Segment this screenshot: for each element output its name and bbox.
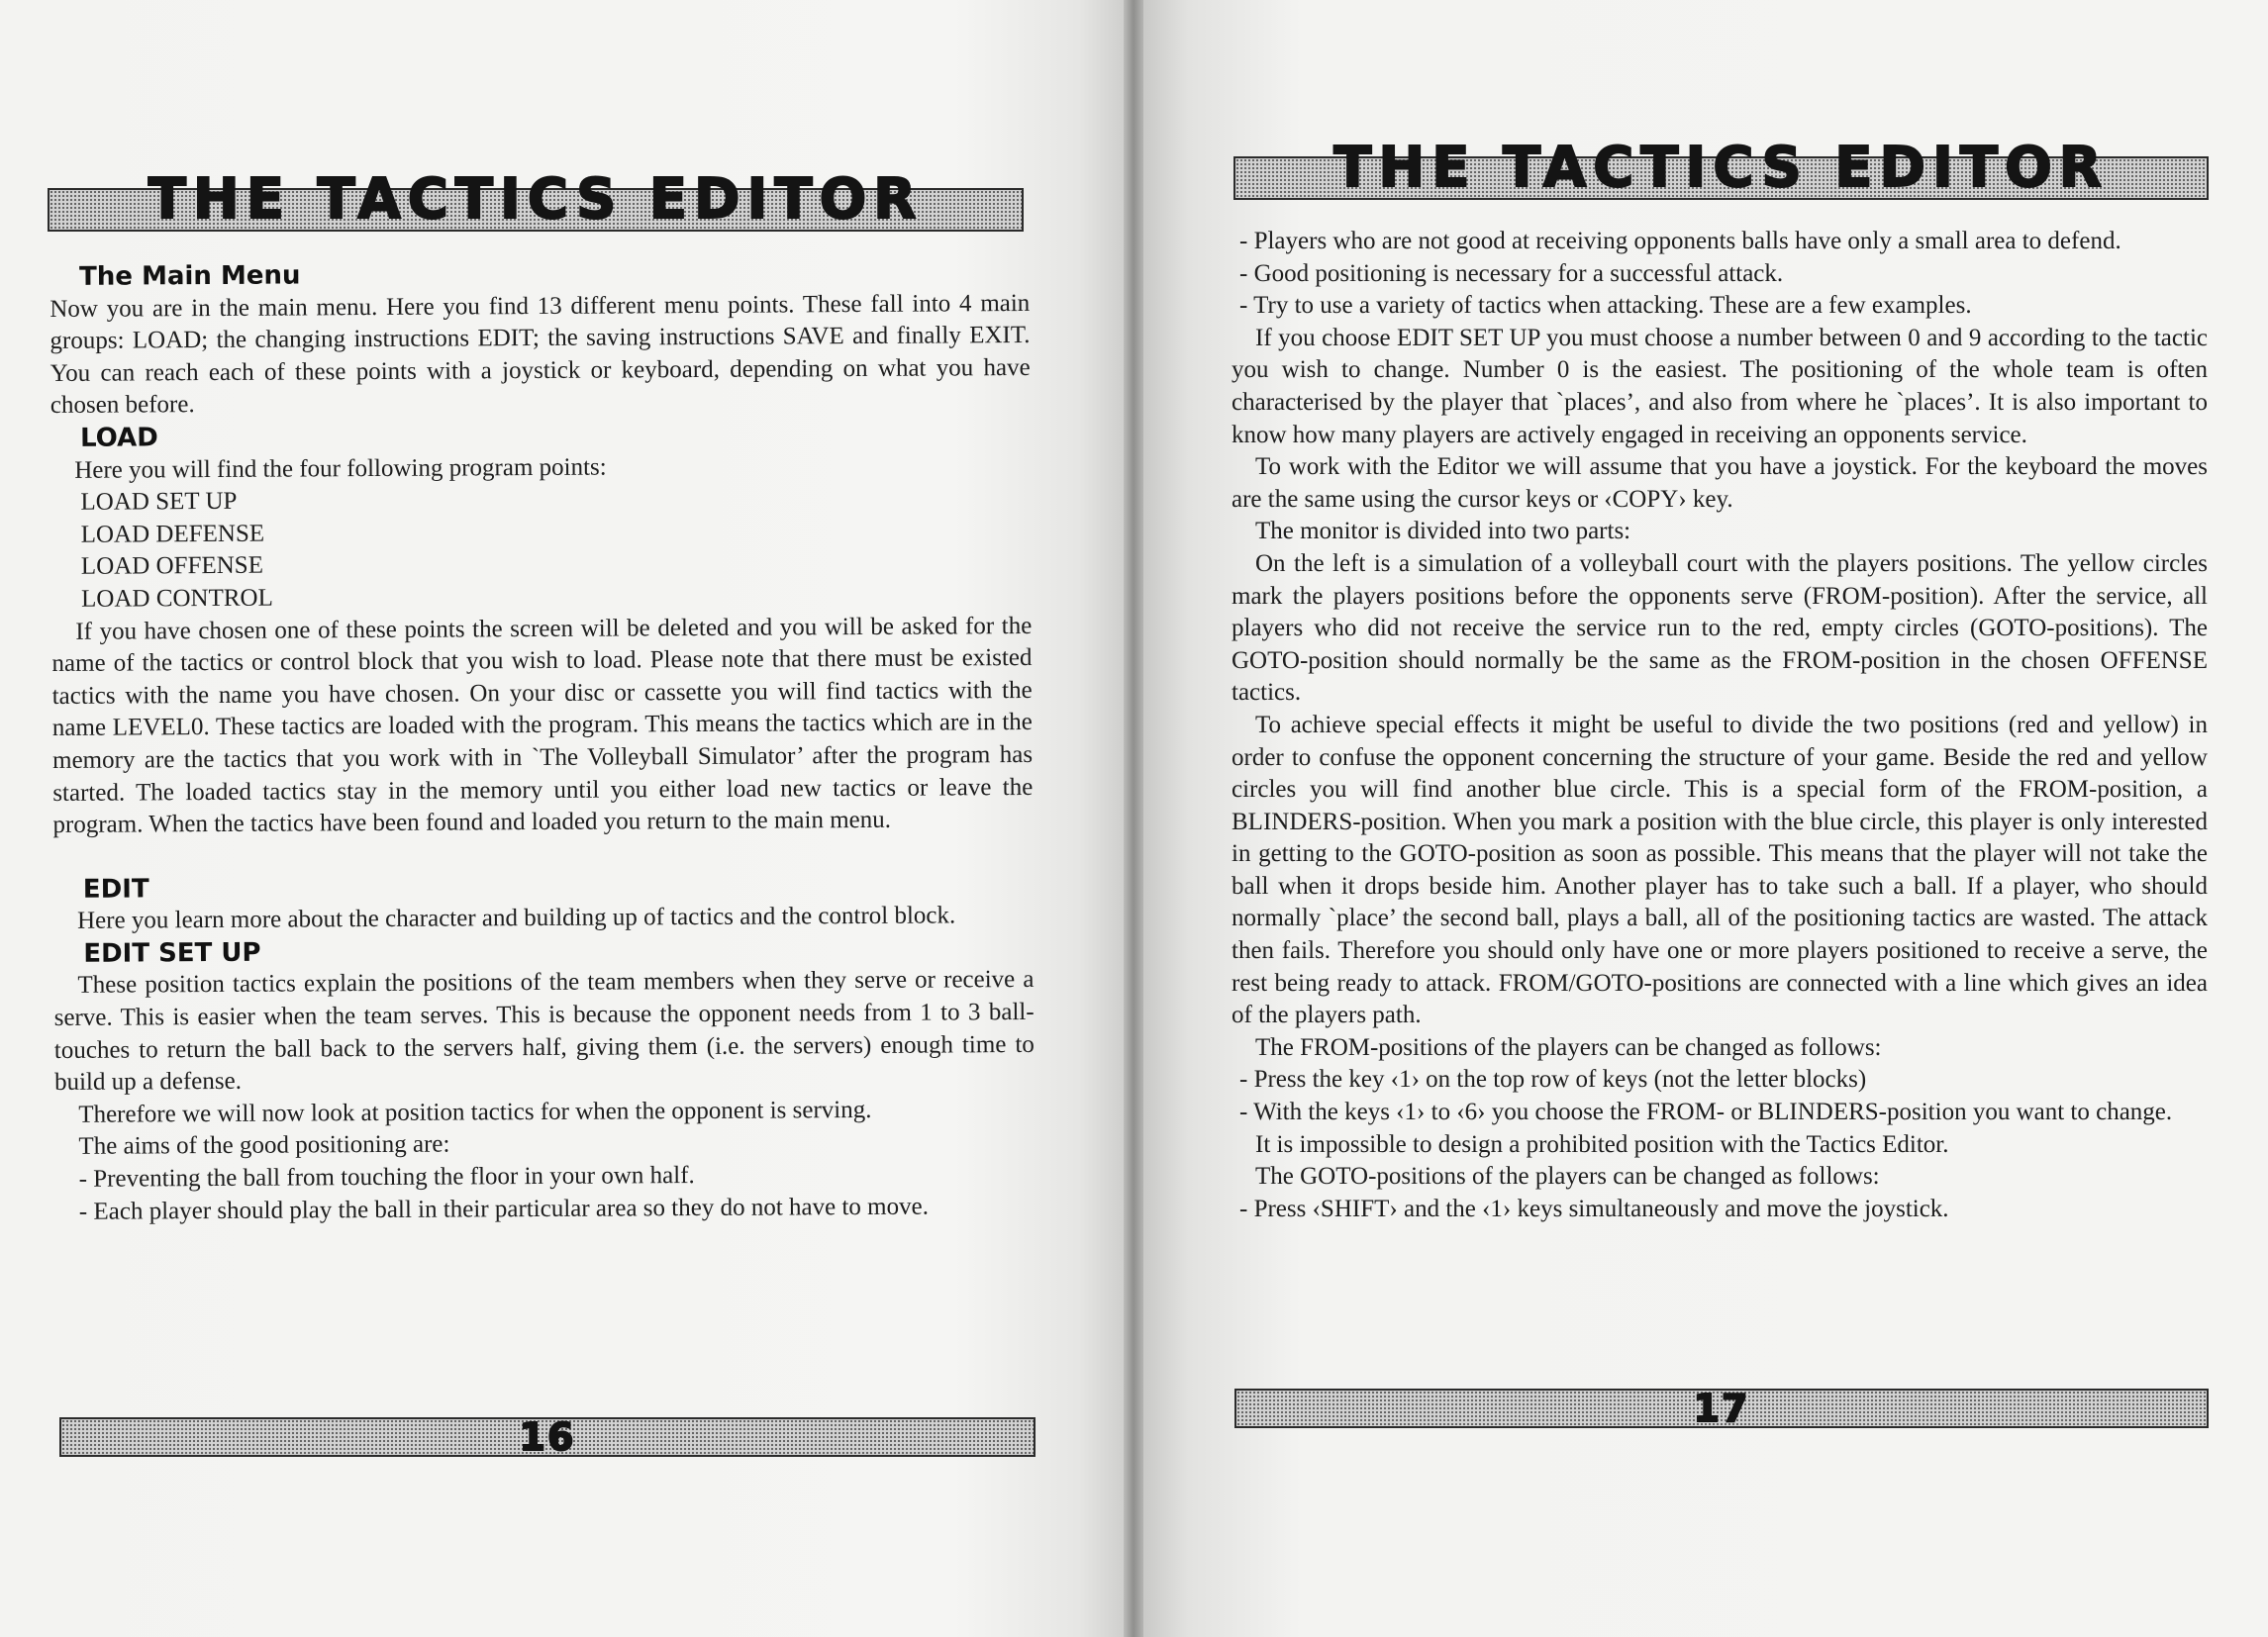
page-header-title: THE TACTICS EDITOR	[1333, 136, 2109, 200]
paragraph: - Try to use a variety of tactics when attacking. These are a few examples.	[1239, 292, 1972, 320]
paragraph: - Each player should play the ball in their particular area so they do not have to move.	[78, 1193, 929, 1225]
header-banner	[48, 167, 1024, 232]
paragraph: If you choose EDIT SET UP you must choose a number between 0 and 9 according to the tactic you wish to change. Number 0 is the easiest. The positioning of the whole team is often characterised by the player that `places’, and also from where he `places’. It is also important to know how many players are actively engaged in receiving an opponents service.	[1232, 324, 2208, 448]
paragraph: - Players who are not good at receiving opponents balls have only a small area to defend.	[1239, 228, 2121, 254]
paragraph: - With the keys ‹1› to ‹6› you choose the FROM- or BLINDERS-position you want to change.	[1239, 1099, 2173, 1126]
section-heading: The Main Menu	[79, 260, 301, 292]
page-number: 16	[519, 1415, 576, 1459]
paragraph: If you have chosen one of these points the screen will be deleted and you will be asked for the name of the tactics or control block that you wish to load. Please note that there must be existed tactics with the name you have chosen. On your disc or cassette you will find tactics with the name LEVEL0. These tactics are loaded with the program. This means the tactics which are in the memory are the tactics that you work with in `The Volleyball Simulator’ after the program has started. The loaded tactics stay in the memory until you either load new tactics or leave the program. When the tactics have been found and loaded you return to the main menu.	[51, 612, 1034, 839]
paragraph: - Good positioning is necessary for a successful attack.	[1239, 259, 1784, 287]
paragraph: Here you will find the four following program points:	[74, 453, 607, 484]
paragraph: The FROM-positions of the players can be changed as follows:	[1255, 1033, 1882, 1061]
section-heading: LOAD	[80, 423, 158, 453]
list-item: LOAD OFFENSE	[80, 552, 264, 581]
footer-banner	[1234, 1389, 2209, 1428]
paragraph: It is impossible to design a prohibited position with the Tactics Editor.	[1255, 1130, 1949, 1158]
paragraph: The aims of the good positioning are:	[78, 1130, 450, 1161]
paragraph: Now you are in the main menu. Here you find 13 different menu points. These fall into 4 main groups: LOAD; the changing instructions EDIT; the saving instructions SAVE and finally EXIT. You can reach each of these points with a joystick or keyboard, depending on what you have chosen before.	[49, 289, 1031, 420]
paragraph: On the left is a simulation of a volleyball court with the players positions. The yellow circles mark the players positions before the opponents serve (FROM-position). After the service, all players who did not receive the service run to the red, empty circles (GOTO-positions). The GOTO-position should normally be the same as the FROM-position in the chosen OFFENSE tactics.	[1232, 549, 2208, 707]
page-number: 17	[1693, 1387, 1750, 1430]
left-page	[0, 0, 1124, 1637]
right-page-body	[1232, 226, 2208, 1225]
footer-banner	[59, 1417, 1035, 1457]
page-header-title: THE TACTICS EDITOR	[148, 167, 924, 232]
left-page-body	[49, 255, 1035, 1228]
paragraph: To work with the Editor we will assume that you have a joystick. For the keyboard the moves are the same using the cursor keys or ‹COPY› key.	[1232, 453, 2208, 513]
list-item: LOAD CONTROL	[81, 584, 273, 613]
paragraph: Here you learn more about the character and building up of tactics and the control block.	[76, 902, 956, 935]
paragraph: To achieve special effects it might be useful to divide the two positions (red and yellow) in order to confuse the opponent concerning the structure of your game. Beside the red and yellow circles you will find another blue circle. This is a special form of the FROM-position, a BLINDERS-position. When you mark a position with the blue circle, this player is only interested in getting to the GOTO-position as soon as possible. This means that the player will not take the ball when it drops beside him. Another player has to take such a ball. If a player, who should normally `place’ the second ball, plays a ball, all of the positioning tactics are wasted. The attack then fails. Therefore you should only have one or more players positioned to receive a serve, the rest being ready to attack. FROM/GOTO-positions are connected with a line which gives an idea of the players path.	[1232, 711, 2208, 1029]
paragraph: The monitor is divided into two parts:	[1255, 518, 1631, 545]
section-heading: EDIT SET UP	[83, 937, 261, 969]
paragraph: Therefore we will now look at position tactics for when the opponent is serving.	[78, 1096, 872, 1128]
section-heading: EDIT	[82, 874, 149, 905]
list-item: LOAD DEFENSE	[80, 520, 265, 548]
paragraph: - Preventing the ball from touching the floor in your own half.	[78, 1162, 695, 1193]
paragraph: These position tactics explain the positions of the team members when they serve or receive a serve. This is easier when the team serves. This is because the opponent needs from 1 to 3 ball-touches to return the ball back to the servers half, giving them (i.e. the servers) enough time to build up a defense.	[53, 966, 1035, 1097]
header-banner	[1233, 136, 2209, 200]
book-spine	[1124, 0, 1143, 1637]
paragraph: The GOTO-positions of the players can be changed as follows:	[1255, 1163, 1880, 1191]
paragraph: - Press ‹SHIFT› and the ‹1› keys simultaneously and move the joystick.	[1239, 1195, 1949, 1222]
list-item: LOAD SET UP	[80, 488, 238, 516]
paragraph: - Press the key ‹1› on the top row of keys (not the letter blocks)	[1239, 1066, 1867, 1094]
